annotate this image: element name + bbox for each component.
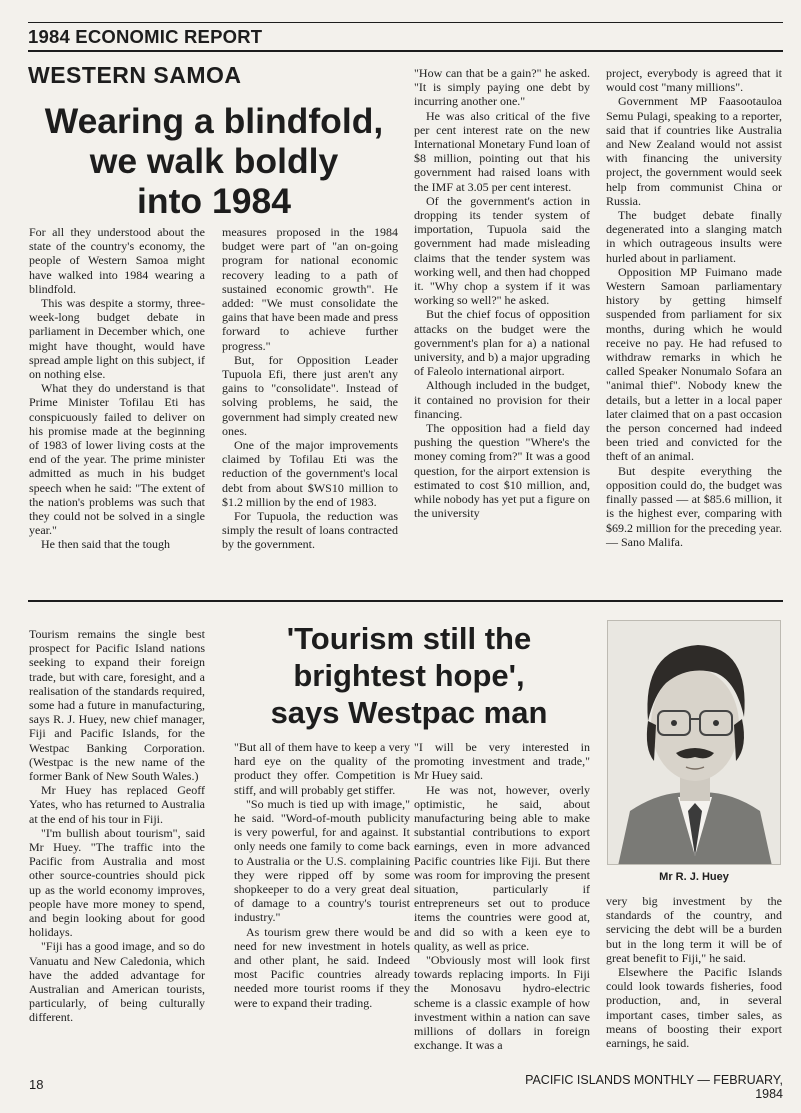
article-divider	[28, 600, 783, 602]
paragraph: "How can that be a gain?" he asked. "It is simply paying one debt by incurring another one."	[414, 66, 590, 109]
paragraph: For all they understood about the state of the country's economy, the people of Western Samoa might have walked into 1984 wearing a blindfold.	[29, 225, 205, 296]
paragraph: Tourism remains the single best prospect for Pacific Island nations seeking to expand their foreign trade, but with care, foresight, and a realisation of the standards required, some had a future in manufacturing, says R. J. Huey, new chief manager, Fiji and Pacific Islands, for the Westpac Banking Corporation. (Westpac is the new name of the former Bank of New South Wales.)	[29, 627, 205, 784]
paragraph: He was also critical of the five per cent interest rate on the new International Monetary Fund loan of $8 million, pointing out that his government had raised loans with the IMF at 3.05 per cent interest.	[414, 108, 590, 194]
article-2-column-3	[414, 740, 590, 1052]
paragraph: For Tupuola, the reduction was simply the result of loans contracted by the government.	[222, 509, 398, 552]
paragraph: project, everybody is agreed that it would cost "many millions".	[606, 66, 782, 95]
paragraph: Mr Huey has replaced Geoff Yates, who has returned to Australia at the end of his tour in Fiji.	[29, 783, 205, 826]
paragraph: Of the government's action in dropping its tender system of importation, Tupuola said the government had made misleading claims that the tender system was working well, and then had chopped it. "Why chop a system if it was working so well?" he asked.	[414, 193, 590, 308]
article-1-headline	[28, 102, 400, 221]
portrait-illustration	[608, 621, 781, 865]
headline-line: into 1984	[137, 180, 291, 221]
paragraph: The budget debate finally degenerated into a slanging match in which outrageous insults were hurled about in parliament.	[606, 208, 782, 265]
section-title: WESTERN SAMOA	[28, 62, 242, 88]
paragraph: The opposition had a field day pushing the question "Where's the money coming from?" It was a good question, for the airport extension is estimated to cost $10 million, and, while nobody has yet put a figure on the university	[414, 421, 590, 521]
paragraph: He was not, however, overly optimistic, he said, about manufacturing being able to make substantial contributions to export earnings, even in more advanced Pacific countries like Fiji. But there was room for improving the present situation, particularly if entrepreneurs set out to produce items the countries were good at, and did so with a keen eye to quality, as well as price.	[414, 782, 590, 953]
headline-line: Wearing a blindfold,	[44, 101, 384, 141]
headline-line: 'Tourism still the	[286, 621, 532, 656]
paragraph: As tourism grew there would be need for new investment in hotels and other plant, he said. Indeed most Pacific countries already needed more tourist rooms if they were to expand their trading.	[234, 924, 410, 1010]
article-1-column-3	[414, 66, 590, 521]
article-2-column-2	[234, 740, 410, 1010]
article-1-column-2	[222, 225, 398, 552]
paragraph: "Fiji has a good image, and so do Vanuatu and New Caledonia, which have the added advantage for Australian and American tourists, particularly, of being culturally different.	[29, 939, 205, 1025]
article-2-column-4	[606, 894, 782, 1050]
paragraph: "I'm bullish about tourism", said Mr Huey. "The traffic into the Pacific from Australia and most other source-countries should pick up as the world economy improves, people have more money to spend, and begin looking about for good holidays.	[29, 825, 205, 940]
article-2-headline	[228, 620, 590, 732]
paragraph: One of the major improvements claimed by Tofilau Eti was the reduction of the government's local debt from about $WS10 million to $1.2 million by the end of 1983.	[222, 438, 398, 509]
paragraph: very big investment by the standards of the country, and servicing the debt will be a burden but in the long term it will be of great benefit to Fiji," he said.	[606, 894, 782, 965]
article-1-column-4	[606, 66, 782, 549]
paragraph: measures proposed in the 1984 budget were part of "an on-going program for national economic recovery leading to a path of sustained economic growth". He added: "We must consolidate the gains that have been made and press forward to achieve further progress."	[222, 225, 398, 353]
paragraph: What they do understand is that Prime Minister Tofilau Eti has conspicuously failed to deliver on his promise made at the beginning of 1983 of lower living costs at the end of the year. The prime minister admitted as much in his budget speech when he said: "The extent of the nation's problems was such that they could not be solved in a single year."	[29, 381, 205, 538]
paragraph: He then said that the tough	[41, 537, 170, 552]
page-number: 18	[29, 1077, 44, 1092]
running-head: 1984 ECONOMIC REPORT	[28, 26, 263, 47]
paragraph: "Obviously most will look first towards replacing imports. In Fiji the Monosavu hydro-electric scheme is a classic example of how investment within a nation can save millions of dollars in foreign exchange. It was a	[414, 953, 590, 1053]
paragraph: Although included in the budget, it contained no provision for their financing.	[414, 378, 590, 421]
portrait-photo	[607, 620, 781, 865]
article-1-column-1	[29, 225, 205, 552]
publication-footer: PACIFIC ISLANDS MONTHLY — FEBRUARY, 1984	[525, 1073, 783, 1101]
paragraph: "I will be very interested in promoting investment and trade," Mr Huey said.	[414, 740, 590, 783]
header-rule	[28, 50, 783, 52]
paragraph: But despite everything the opposition could do, the budget was finally passed — at $85.6 million, it is the highest ever, comparing with $69.2 million for the preceding year. — Sano Malifa.	[606, 463, 782, 549]
paragraph: "So much is tied up with image," he said. "Word-of-mouth publicity is very powerful, for and against. It only needs one family to come back to Australia or the U.S. complaining they were ripped off by some shopkeeper to do a very great deal of damage to a country's tourist industry."	[234, 796, 410, 925]
top-rule	[28, 22, 783, 23]
article-2-column-1	[29, 627, 205, 1025]
headline-line: we walk boldly	[89, 140, 339, 181]
paragraph: But the chief focus of opposition attacks on the budget were the government's plan for a) a national university, and b) a major upgrading of Faleolo international airport.	[414, 307, 590, 379]
paragraph: This was despite a stormy, three-week-long budget debate in parliament in December which, one might have thought, would have spread ample light on this subject, if on nothing else.	[29, 296, 205, 382]
headline-line: says Westpac man	[270, 695, 548, 731]
headline-line: brightest hope',	[293, 658, 525, 694]
paragraph: But, for Opposition Leader Tupuola Efi, there just aren't any gains to "consolidate". Instead of solving problems, he said, the government had simply created new ones.	[222, 352, 398, 438]
paragraph: Elsewhere the Pacific Islands could look towards fisheries, food production, and, in several important cases, timber sales, as means of boosting their export earnings, he said.	[606, 965, 782, 1051]
paragraph: "But all of them have to keep a very hard eye on the quality of the product they offer. Competition is stiff, and will probably get stiffer.	[234, 740, 410, 797]
paragraph: Government MP Faasootauloa Semu Pulagi, speaking to a reporter, said that if countries like Australia and New Zealand would not assist with financing the university project, the government would seek help from communist China or Russia.	[606, 94, 782, 208]
photo-caption: Mr R. J. Huey	[659, 871, 729, 883]
paragraph: Opposition MP Fuimano made Western Samoan parliamentary history by getting himself suspended from parliament for six months, during which he would receive no pay. He had refused to withdraw remarks in which he called Speaker Nonumalo Sofara an "animal thief". Nobody knew the details, but a letter in a local paper later claimed that on a past occasion the person concerned had indeed been tried and convicted for the theft of an animal.	[606, 264, 782, 464]
